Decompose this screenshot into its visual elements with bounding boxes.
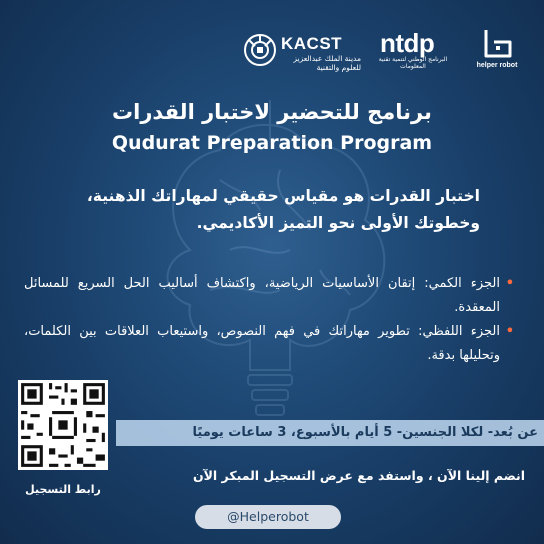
kacst-name: KACST <box>281 34 343 53</box>
kacst-subtitle: مدينة الملك عبدالعزيز للعلوم والتقنية <box>293 54 361 72</box>
intro-text <box>30 183 480 237</box>
qr-code-icon <box>18 380 108 470</box>
title-arabic: برنامج للتحضير لاختبار القدرات <box>112 100 432 124</box>
ntdp-subtitle: البرنامج الوطني لتنمية تقنية المعلومات <box>378 56 448 70</box>
qr-label: رابط التسجيل <box>25 483 101 496</box>
intro-line-1: اختبار القدرات هو مقياس حقيقي لمهاراتك الذهنية، <box>86 187 480 205</box>
ntdp-name: ntdp <box>380 28 435 58</box>
title-english: Qudurat Preparation Program <box>111 132 433 154</box>
bullet-verbal: • الجزء اللفظي: تطوير مهاراتك في فهم النصوص، واستيعاب العلاقات بين الكلمات، وتحليلها بدقة. <box>24 320 500 368</box>
social-handle-button[interactable]: @Helperobot <box>195 505 341 529</box>
join-text: انضم إلينا الآن ، واستفد مع عرض التسجيل المبكر الآن <box>192 468 525 483</box>
schedule-banner: عن بُعد- لكلا الجنسين- 5 أيام بالأسبوع، 3 ساعات يوميًا <box>116 420 544 446</box>
intro-line-2: وخطوتك الأولى نحو التميز الأكاديمي. <box>196 214 480 232</box>
kacst-emblem-icon <box>243 32 277 68</box>
ntdp-logo <box>378 28 448 74</box>
helper-robot-logo <box>466 28 528 74</box>
bullet-list <box>24 272 516 368</box>
kacst-logo <box>243 32 361 72</box>
helper-robot-logo-icon <box>466 28 528 60</box>
bullet-quantitative: • الجزء الكمي: إتقان الأساسيات الرياضية، واكتشاف أساليب الحل السريع للمسائل المعقدة. <box>24 272 500 320</box>
helper-robot-name: helper robot <box>476 62 518 69</box>
logo-bar <box>0 28 544 78</box>
registration-qr-code[interactable] <box>18 380 108 470</box>
